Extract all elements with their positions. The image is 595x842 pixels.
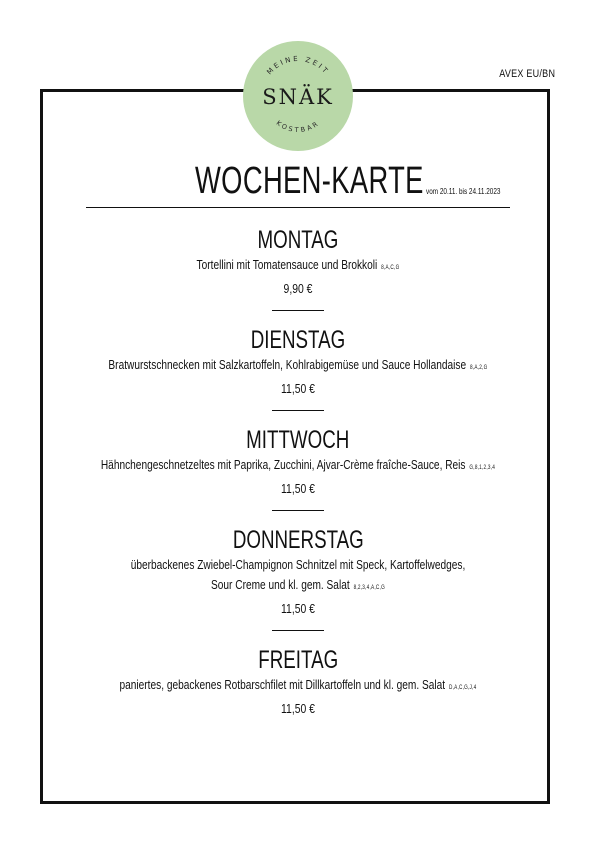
dish-text: Hähnchengeschnetzeltes mit Paprika, Zucchini, Ajvar-Crème fraîche-Sauce, Reis: [100, 457, 466, 472]
date-range: vom 20.11. bis 24.11.2023: [426, 187, 501, 196]
allergen-codes: 8,A,2,G: [470, 365, 488, 371]
title-divider: [86, 207, 510, 208]
day-separator: [272, 410, 324, 411]
logo-name: SNÄK: [262, 85, 334, 109]
svg-text:KOSTBAR: [275, 119, 322, 134]
allergen-codes: 8,A,C,G: [381, 265, 400, 271]
dish-text: Bratwurstschnecken mit Salzkartoffeln, Kohlrabigemüse und Sauce Hollandaise: [108, 357, 467, 372]
dish-description: [97, 675, 499, 698]
day-name: DIENSTAG: [250, 326, 346, 354]
day-section: [40, 525, 556, 631]
page-title: WOCHEN-KARTE: [195, 160, 424, 202]
dish-description: [97, 255, 499, 278]
day-section: [40, 225, 556, 311]
day-separator: [272, 310, 324, 311]
dish-text: Sour Creme und kl. gem. Salat: [211, 577, 350, 592]
weekly-menu: [40, 225, 556, 720]
day-section: [40, 645, 556, 720]
location-code: AVEX EU/BN: [499, 68, 555, 80]
logo-top-text: MEINE ZEIT: [265, 54, 331, 77]
day-separator: [272, 510, 324, 511]
day-separator: [272, 630, 324, 631]
price: 11,50 €: [281, 701, 315, 716]
logo-bottom-text: KOSTBAR: [274, 118, 322, 135]
allergen-codes: D,A,C,G,J,4: [448, 685, 477, 691]
snaek-logo: [243, 41, 353, 151]
day-name: MONTAG: [257, 226, 339, 254]
dish-text: paniertes, gebackenes Rotbarschfilet mit Dillkartoffeln und kl. gem. Salat: [119, 677, 446, 692]
allergen-codes: 8,2,3,4,A,C,G: [353, 585, 385, 591]
dish-description: [97, 575, 499, 598]
day-section: [40, 325, 556, 411]
price: 11,50 €: [281, 481, 315, 496]
day-name: DONNERSTAG: [232, 526, 364, 554]
svg-text:MEINE ZEIT: [265, 55, 330, 76]
allergen-codes: G,8,1,2,3,4: [469, 465, 496, 471]
dish-description: [97, 455, 499, 478]
price: 9,90 €: [283, 281, 313, 296]
price: 11,50 €: [281, 381, 315, 396]
price: 11,50 €: [281, 601, 315, 616]
dish-text: überbackenes Zwiebel-Champignon Schnitzel mit Speck, Kartoffelwedges,: [130, 557, 466, 572]
dish-description: [97, 355, 499, 378]
day-name: FREITAG: [258, 646, 338, 674]
day-name: MITTWOCH: [246, 426, 350, 454]
dish-text: Tortellini mit Tomatensauce und Brokkoli: [196, 257, 378, 272]
day-section: [40, 425, 556, 511]
dish-description: [97, 555, 499, 575]
